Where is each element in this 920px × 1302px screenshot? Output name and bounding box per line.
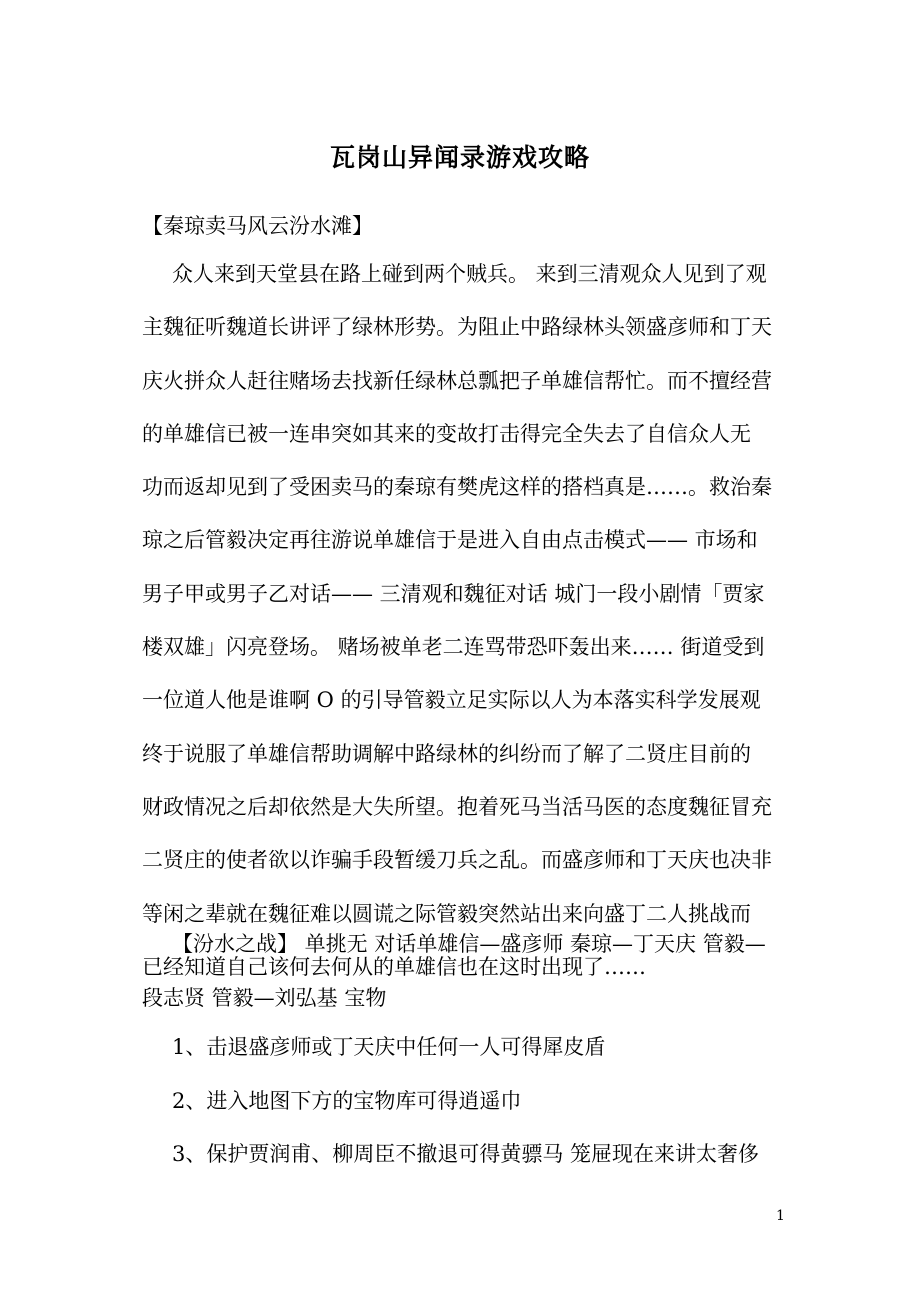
body-line: 一位道人他是谁啊 O 的引导管毅立足实际以人为本落实科学发展观: [142, 688, 761, 713]
body-line: 的单雄信已被一连串突如其来的变故打击得完全失去了自信众人无: [142, 421, 751, 446]
body-line: 终于说服了单雄信帮助调解中路绿林的纠纷而了解了二贤庄目前的: [142, 741, 751, 766]
body-line: 众人来到天堂县在路上碰到两个贼兵。 来到三清观众人见到了观: [172, 262, 767, 286]
body-line: 等闲之辈就在魏征难以圆谎之际管毅突然站出来向盛丁二人挑战而: [142, 901, 751, 926]
body-line: 琼之后管毅决定再往游说单雄信于是进入自由点击模式—— 市场和: [142, 528, 758, 553]
list-item: 3、保护贾润甫、柳周臣不撤退可得黄骠马 笼屉现在来讲太奢侈: [172, 1142, 760, 1166]
battle-line: 段志贤 管毅—刘弘基 宝物: [142, 985, 387, 1010]
body-paragraph: [142, 248, 790, 994]
list-item: 2、进入地图下方的宝物库可得逍遥巾: [172, 1088, 522, 1113]
page-number: 1: [776, 1208, 785, 1224]
body-line: 楼双雄」闪亮登场。 赌场被单老二连骂带恐吓轰出来…… 街道受到: [142, 635, 765, 660]
body-line: 庆火拼众人赶往赌场去找新任绿林总瓢把子单雄信帮忙。而不擅经营: [142, 368, 772, 393]
body-line: 二贤庄的使者欲以诈骗手段暂缓刀兵之乱。而盛彦师和丁天庆也决非: [142, 848, 772, 873]
body-line: 财政情况之后却依然是大失所望。抱着死马当活马医的态度魏征冒充: [142, 794, 772, 819]
treasure-list: [172, 1021, 812, 1182]
body-line: 功而返却见到了受困卖马的秦琼有樊虎这样的搭档真是……。救治秦: [142, 475, 772, 500]
body-line: 已经知道自己该何去何从的单雄信也在这时出现了……: [142, 954, 646, 979]
battle-line: 【汾水之战】 单挑无 对话单雄信—盛彦师 秦琼—丁天庆 管毅—: [172, 932, 766, 956]
body-line: 主魏征听魏道长讲评了绿林形势。为阻止中路绿林头领盛彦师和丁天: [142, 315, 772, 340]
document-title: 瓦岗山异闻录游戏攻略: [329, 143, 590, 172]
list-item: 1、击退盛彦师或丁天庆中任何一人可得犀皮盾: [172, 1035, 606, 1059]
section-heading: 【秦琼卖马风云汾水滩】: [142, 214, 373, 238]
battle-paragraph: [142, 918, 802, 1025]
body-line: 男子甲或男子乙对话—— 三清观和魏征对话 城门一段小剧情「贾家: [142, 581, 765, 606]
